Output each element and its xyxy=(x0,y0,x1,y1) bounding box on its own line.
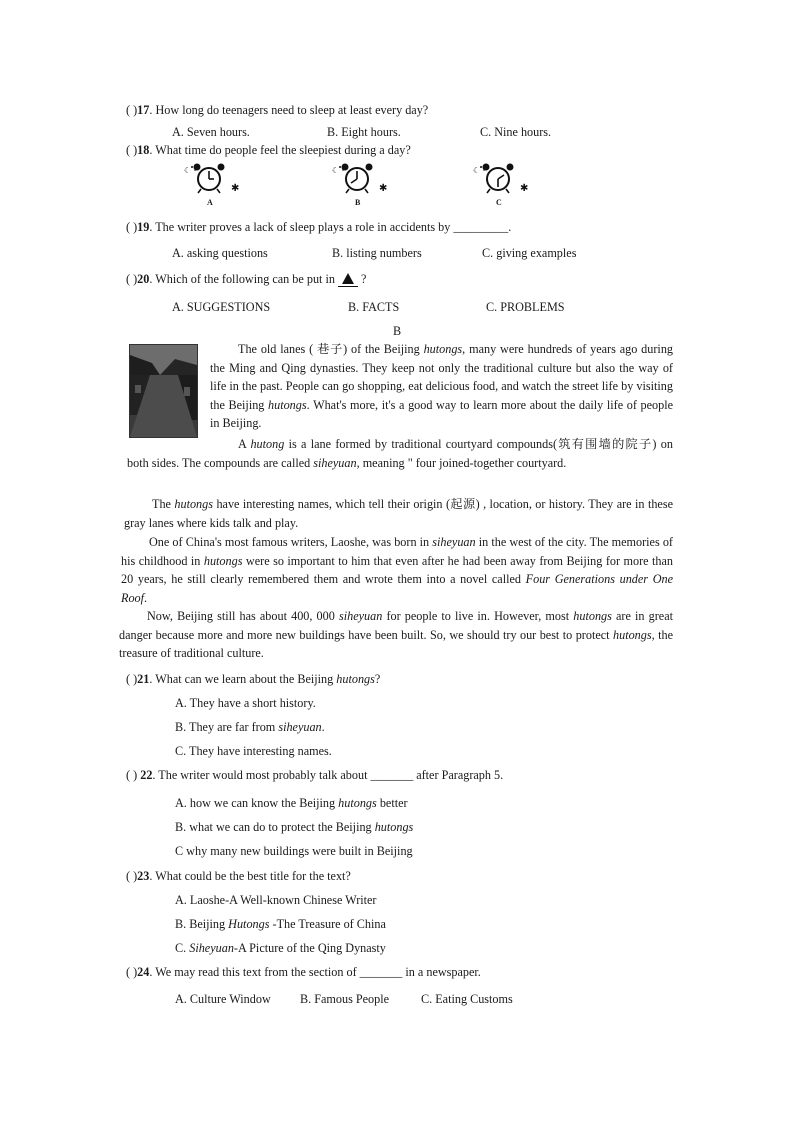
triangle-icon xyxy=(342,273,354,284)
alarm-clock-icon xyxy=(183,163,245,209)
question-number: 24 xyxy=(137,965,150,979)
answer-blank[interactable]: ( ) xyxy=(126,143,138,157)
option-b[interactable]: B. Beijing Hutongs -The Treasure of China xyxy=(175,917,386,931)
paragraph-3: The hutongs have interesting names, which tell their origin (起源) , location, or history. They are in these gray lanes where kids talk and play. xyxy=(124,497,673,530)
clock-option-b[interactable] xyxy=(331,163,393,213)
question-number: 17 xyxy=(137,103,150,117)
question-number: 19 xyxy=(137,220,150,234)
question-21: ( )21. What can we learn about the Beijing hutongs? xyxy=(126,672,381,686)
option-a[interactable]: A. Laoshe-A Well-known Chinese Writer xyxy=(175,893,377,907)
question-24: ( )24. We may read this text from the section of _______ in a newspaper. xyxy=(126,965,481,979)
question-number: 18 xyxy=(137,143,150,157)
hutong-photo xyxy=(129,344,198,438)
clock-option-a[interactable] xyxy=(183,163,245,213)
paragraph-4: One of China's most famous writers, Laoshe, was born in siheyuan in the west of the city. The memories of his childhood in hutongs were so important to him that even after he had been away from Beijing for more than 20 years, he still clearly remembered them and wrote them into a novel called Four Generations under One Roof. xyxy=(121,535,674,605)
answer-blank[interactable]: ( ) xyxy=(126,965,138,979)
option-c[interactable]: C. giving examples xyxy=(482,246,577,260)
option-c[interactable]: C why many new buildings were built in Beijing xyxy=(175,844,413,858)
triangle-blank xyxy=(338,272,358,287)
option-b[interactable]: B. what we can do to protect the Beijing hutongs xyxy=(175,820,414,834)
question-20: ( )20. Which of the following can be put in ? xyxy=(126,272,367,286)
option-c[interactable]: C. Nine hours. xyxy=(480,125,552,139)
question-text: . What time do people feel the sleepiest during a day? xyxy=(149,143,411,157)
answer-blank[interactable]: ( ) xyxy=(126,672,138,686)
question-22: ( ) 22. The writer would most probably talk about _______ after Paragraph 5. xyxy=(126,768,504,782)
question-23: ( )23. What could be the best title for the text? xyxy=(126,869,351,883)
question-text: . The writer proves a lack of sleep plays a role in accidents by _________. xyxy=(149,220,512,234)
svg-text:✱: ✱ xyxy=(379,183,388,194)
svg-text:☾: ☾ xyxy=(473,166,481,175)
paragraph-1: The old lanes ( 巷子) of the Beijing hutongs, many were hundreds of years ago during the Ming and Qing dynasties. They keep not only the traditional culture but also the way of life in the past. People can go shopping, eat delicious food, and watch the street life by visiting the Beijing hutongs. What's more, it's a good way to learn more about the daily life of people in Beijing. xyxy=(210,342,674,430)
paragraph-2: A hutong is a lane formed by traditional courtyard compounds(筑有围墙的院子) on both sides. The compounds are called siheyuan, meaning " four joined-together courtyard. xyxy=(127,437,673,470)
option-a[interactable]: A. Culture Window xyxy=(175,992,271,1006)
svg-text:☾: ☾ xyxy=(184,166,192,175)
option-b[interactable]: B. They are far from siheyuan. xyxy=(175,720,325,734)
option-b[interactable]: B. listing numbers xyxy=(332,246,422,260)
answer-blank[interactable]: ( ) xyxy=(126,768,138,782)
option-a[interactable]: A. Seven hours. xyxy=(172,125,250,139)
answer-blank[interactable]: ( ) xyxy=(126,103,138,117)
question-text: . How long do teenagers need to sleep at least every day? xyxy=(149,103,429,117)
option-c[interactable]: C. They have interesting names. xyxy=(175,744,332,758)
question-number: 20 xyxy=(137,272,150,286)
section-heading: B xyxy=(393,324,402,338)
question-number: 21 xyxy=(137,672,150,686)
question-17 xyxy=(126,102,428,118)
option-b[interactable]: B. Eight hours. xyxy=(327,125,401,139)
option-a[interactable]: A. asking questions xyxy=(172,246,268,260)
clock-label: C xyxy=(496,198,502,207)
alarm-clock-icon xyxy=(472,163,534,209)
svg-text:✱: ✱ xyxy=(231,183,240,194)
option-a[interactable]: A. how we can know the Beijing hutongs better xyxy=(175,796,408,810)
option-a[interactable]: A. SUGGESTIONS xyxy=(172,300,271,314)
svg-text:✱: ✱ xyxy=(520,183,529,194)
answer-blank[interactable]: ( ) xyxy=(126,220,138,234)
question-number: 22 xyxy=(137,768,153,782)
option-b[interactable]: B. Famous People xyxy=(300,992,390,1006)
option-b[interactable]: B. FACTS xyxy=(348,300,400,314)
svg-text:☾: ☾ xyxy=(332,166,340,175)
option-c[interactable]: C. Eating Customs xyxy=(421,992,513,1006)
option-c[interactable]: C. PROBLEMS xyxy=(486,300,565,314)
answer-blank[interactable]: ( ) xyxy=(126,869,138,883)
question-text: . Which of the following can be put in xyxy=(149,272,338,286)
question-number: 23 xyxy=(137,869,150,883)
question-18 xyxy=(126,142,411,158)
clock-option-c[interactable] xyxy=(472,163,534,213)
answer-blank[interactable]: ( ) xyxy=(126,272,138,286)
alarm-clock-icon xyxy=(331,163,393,209)
option-c[interactable]: C. Siheyuan-A Picture of the Qing Dynasty xyxy=(175,941,386,955)
option-a[interactable]: A. They have a short history. xyxy=(175,696,316,710)
clock-label: B xyxy=(355,198,361,207)
question-19 xyxy=(126,219,511,235)
clock-label: A xyxy=(207,198,213,207)
paragraph-5: Now, Beijing still has about 400, 000 siheyuan for people to live in. However, most hutongs are in great danger because more and more new buildings have been built. So, we should try our best to protect hutongs, the treasure of traditional culture. xyxy=(119,609,673,660)
